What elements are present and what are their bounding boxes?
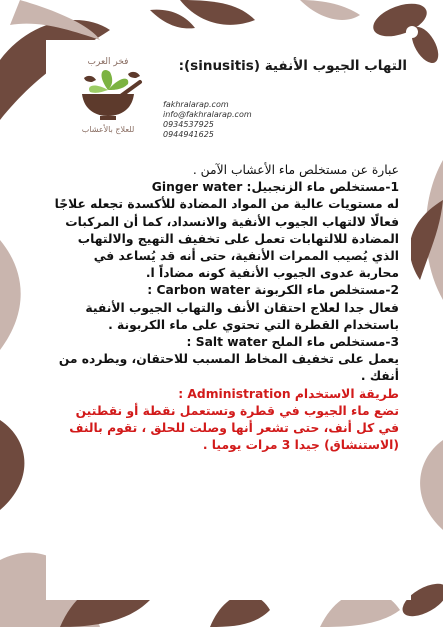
item3-heading: 3-مستخلص ماء الملح Salt water : (186, 335, 399, 350)
item2-body: فعال جدا لعلاج احتقان الأنف والتهاب الجيوب الأنفية باستخدام القطرة التي تحتوي على ماء الكربونة . (85, 300, 399, 332)
item3-body: يعمل على تخفيف المخاط المسبب للاحتقان، ويطرده من أنفك . (58, 352, 399, 384)
admin-heading: طريقة الاستخدام Administration : (178, 386, 399, 401)
admin-body: تضع ماء الجيوب في قطرة وتستعمل نقطة أو نقطتين في كل أنف، حتى تشعر أنها وصلت للحلق ، تقوم بالنف (الاستنشاق) جيدا 3 مرات يوميا . (69, 403, 399, 453)
contact-website[interactable]: fakhralarap.com (163, 100, 229, 109)
logo-text-bottom: للعلاج بالأعشاب (81, 125, 135, 134)
intro-text: عبارة عن مستخلص ماء الأعشاب الآمن . (192, 163, 399, 177)
leaf-right-icon (410, 160, 443, 530)
item1-body: له مستويات عالية من المواد المضادة للأكسدة تجعله علاجًا فعالًا لالتهاب الجيوب الأنفية والانسداد، كما أن المركبات المضادة للالتهابات تعمل على تخفيف التهيج والالتهاب الذي يُصيب الممرات الأنفية، حتى أنه قد يُساعد في محاربة عدوى الجيوب الأنفية كونه مضاداً ا. (54, 197, 399, 281)
leaf-top-center-icon (150, 0, 360, 28)
document-body (53, 162, 399, 454)
contact-phone-2: 0944941625 (163, 130, 214, 139)
herbal-logo-icon (58, 52, 158, 138)
contact-phone-1: 0934537925 (163, 120, 214, 129)
leaf-left-icon (0, 240, 24, 510)
contact-block (163, 100, 252, 140)
logo-text-top: فخر العرب (87, 57, 129, 67)
item1-heading: 1-مستخلص ماء الزنجبيل: Ginger water (151, 180, 399, 195)
document-title: التهاب الجيوب الأنفية (sinusitis): (178, 58, 407, 74)
item2-heading: 2-مستخلص ماء الكربونة Carbon water : (147, 283, 399, 298)
contact-email[interactable]: info@fakhralarap.com (163, 110, 252, 119)
